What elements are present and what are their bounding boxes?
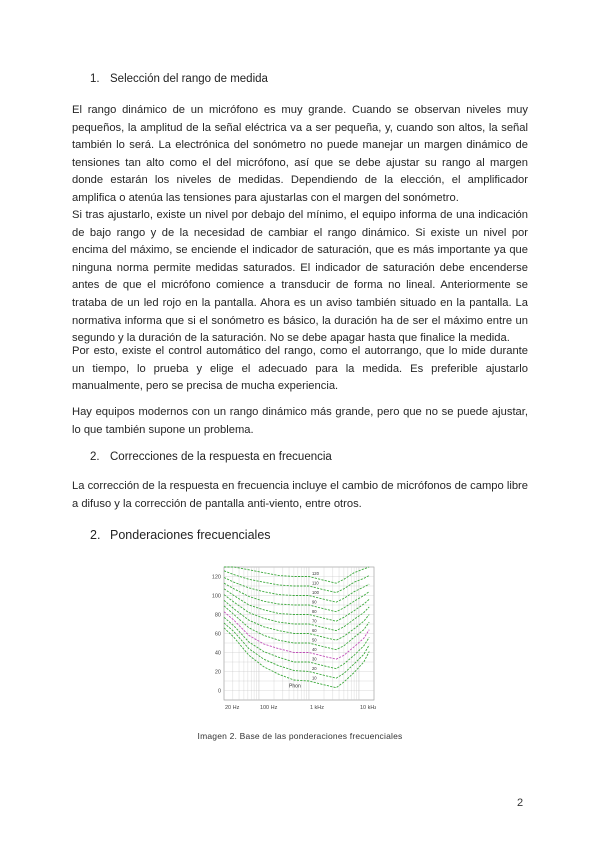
x-tick-label: 100 Hz (259, 705, 278, 711)
loudness-chart (204, 563, 376, 713)
y-tick-label: 20 (214, 669, 221, 676)
curve-label: 20 (311, 666, 317, 671)
y-tick-label: 60 (214, 631, 221, 638)
curve-label: 110 (311, 580, 319, 586)
section-number: 2. (90, 528, 101, 542)
paragraph-3: Por esto, existe el control automático del rango, como el autorrango, que lo mide durante un tiempo, lo prueba y elige el adecuado para la medida. Es preferible ajustarlo manualmente, pero se precisa de mucha experiencia. (72, 345, 528, 393)
section-title: Selección del rango de medida (110, 73, 268, 85)
figure-caption: Imagen 2. Base de las ponderaciones frecuenciales (197, 731, 403, 741)
x-tick-label: 20 Hz (225, 705, 240, 711)
curve-label: 50 (311, 637, 317, 643)
curve-label: 30 (311, 656, 317, 662)
curve-label: 90 (311, 599, 317, 605)
x-tick-label: 1 kHz (309, 705, 325, 711)
paragraph-5: La corrección de la respuesta en frecuencia incluye el cambio de micrófonos de campo libre a difuso y la corrección de pantalla anti-viento, entre otros. (72, 480, 528, 510)
y-tick-label: 100 (211, 593, 221, 600)
y-tick-label: 120 (211, 574, 221, 581)
y-tick-label: 80 (214, 612, 221, 619)
section-heading-3 (90, 528, 271, 542)
section-heading-1 (90, 73, 268, 85)
curve-label: 120 (311, 571, 319, 576)
curve-label: 60 (311, 628, 317, 633)
paragraph-1: El rango dinámico de un micrófono es muy grande. Cuando se observan niveles muy pequeños, la amplitud de la señal eléctrica va a ser pequeña, y, cuando son altos, la señal también lo será. La electrónica del sonómetro no puede manejar un margen dinámico de tensiones tan alto como el del micrófono, así que se debe ajustar su rango al margen donde estarán los niveles de medidas. Dependiendo de la elección, el amplificador amplifica o atenúa las tensiones para ajustarlas con el margen del sonómetro. (72, 104, 528, 204)
y-tick-label: 40 (214, 650, 221, 657)
curve-label: 10 (311, 675, 317, 681)
section-title: Correcciones de la respuesta en frecuencia (110, 451, 332, 463)
page-number: 2 (517, 797, 524, 809)
paragraph-4: Hay equipos modernos con un rango dinámico más grande, pero que no se puede ajustar, lo que también supone un problema. (72, 406, 528, 436)
section-number: 2. (90, 451, 100, 463)
curve-label: 80 (311, 609, 317, 614)
curve-label: 40 (311, 647, 317, 652)
unit-label: Phon (289, 683, 301, 690)
curve-label: 70 (311, 618, 317, 624)
x-tick-label: 10 kHz (359, 705, 376, 711)
loudness-curves-figure (204, 563, 376, 713)
section-heading-2 (90, 451, 332, 463)
curve-label: 100 (311, 590, 319, 595)
y-tick-label: 0 (217, 688, 221, 695)
paragraph-2: Si tras ajustarlo, existe un nivel por debajo del mínimo, el equipo informa de una indicación de bajo rango y de la necesidad de cambiar el rango dinámico. Si existe un nivel por encima del máximo, se enciende el indicador de saturación, que es más importante ya que ninguna norma permite medidas saturados. El indicador de saturación debe encenderse antes de que el micrófono comience a transducir de forma no lineal. Anteriormente se trataba de un led rojo en la pantalla. Ahora es un aviso también situado en la pantalla. La normativa informa que si el sonómetro es básico, la duración ha de ser el máximo entre un segundo y la duración de la saturación. No se debe apagar hasta que finalice la medida. (72, 209, 528, 345)
section-number: 1. (90, 73, 100, 85)
section-title: Ponderaciones frecuenciales (110, 528, 271, 542)
